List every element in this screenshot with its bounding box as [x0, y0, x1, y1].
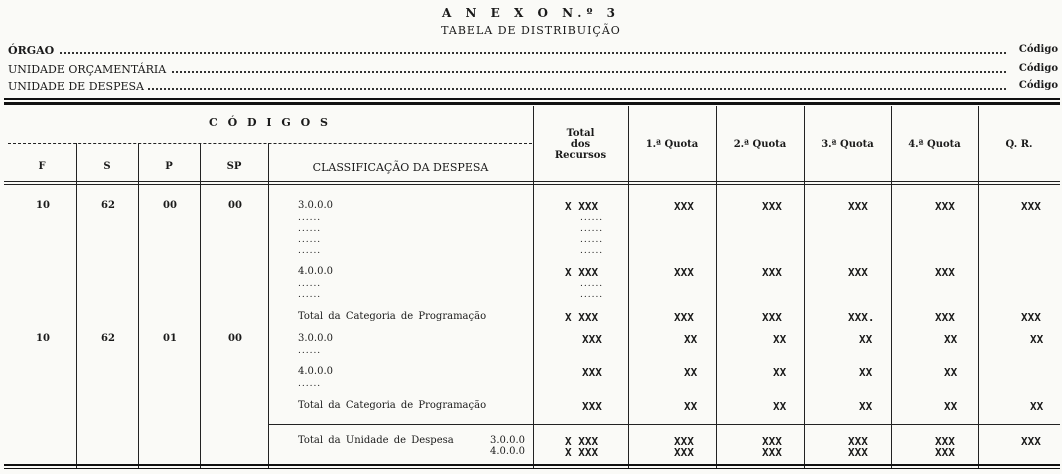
group2-code-s: 62	[101, 333, 115, 344]
group1-row2-total: X XXX	[565, 266, 599, 279]
group1-row1-total: X XXX	[565, 200, 599, 213]
final-total-row2-total: X XXX	[565, 446, 599, 459]
col-header-sp: SP	[226, 161, 242, 172]
final-total-item-3000: 3.0.0.0	[490, 435, 525, 446]
dotted-placeholder: ......	[298, 246, 322, 256]
group1-row1-quota3: XXX	[848, 200, 868, 213]
group1-item-3000: 3.0.0.0	[298, 200, 333, 211]
unidade-despesa-label: UNIDADE DE DESPESA	[8, 80, 148, 93]
group2-row1-total: XXX	[582, 333, 602, 346]
col-header-quota-4: 4.ª Quota	[908, 139, 961, 150]
col-header-quota-2: 2.ª Quota	[733, 139, 787, 150]
group2-code-f: 10	[36, 333, 50, 344]
final-total-row1-total: X XXX	[565, 435, 599, 448]
final-total-row1-quota1: XXX	[674, 435, 694, 448]
bottom-rule-2	[4, 468, 1060, 469]
col-header-quota-1: 1.ª Quota	[645, 139, 699, 150]
dotted-placeholder: ......	[298, 235, 322, 245]
group2-total-qr: XX	[1030, 400, 1044, 413]
total-header-line: Recursos	[554, 150, 607, 161]
group1-row1-qr: XXX	[1021, 200, 1041, 213]
group1-total-quota3: XXX.	[848, 311, 875, 324]
dotted-placeholder: ......	[298, 346, 322, 356]
dotted-placeholder: ......	[298, 213, 322, 223]
group1-row2-quota2: XXX	[762, 266, 782, 279]
col-divider	[138, 143, 139, 469]
group1-total-quota1: XXX	[674, 311, 694, 324]
col-divider	[268, 143, 269, 469]
group1-item-4000: 4.0.0.0	[298, 266, 333, 277]
final-total-row2-quota3: XXX	[848, 446, 868, 459]
group1-total-total: X XXX	[565, 311, 599, 324]
group2-row1-quota1: XX	[684, 333, 698, 346]
final-total-row1-qr: XXX	[1021, 435, 1041, 448]
col-divider	[804, 106, 805, 469]
group2-total-quota3: XX	[859, 400, 873, 413]
group1-row1-quota4: XXX	[935, 200, 955, 213]
group2-row2-quota1: XX	[684, 366, 698, 379]
final-total-row1-quota4: XXX	[935, 435, 955, 448]
group2-total-label: Total da Categoria de Programação	[298, 400, 487, 411]
group2-row2-total: XXX	[582, 366, 602, 379]
group1-total-quota2: XXX	[762, 311, 782, 324]
group1-row2-quota4: XXX	[935, 266, 955, 279]
group1-code-f: 10	[36, 200, 50, 211]
col-header-total-recursos	[533, 128, 628, 161]
top-rule	[4, 98, 1060, 100]
group2-row2-quota4: XX	[944, 366, 958, 379]
group1-row2-quota3: XXX	[848, 266, 868, 279]
final-total-row2-quota2: XXX	[762, 446, 782, 459]
dotted-leader	[8, 52, 1006, 54]
header-bottom-rule-2	[4, 184, 1060, 185]
group2-row1-quota4: XX	[944, 333, 958, 346]
dotted-placeholder: ......	[580, 279, 604, 289]
col-divider	[891, 106, 892, 469]
group2-item-4000: 4.0.0.0	[298, 366, 333, 377]
final-total-label: Total da Unidade de Despesa	[298, 435, 454, 446]
dotted-placeholder: ......	[580, 246, 604, 256]
orgao-label: ÓRGAO	[8, 44, 58, 57]
col-divider	[716, 106, 717, 469]
group2-row1-quota3: XX	[859, 333, 873, 346]
document-title: A N E X O N.º 3	[442, 6, 620, 20]
unidade-orcamentaria-code-label: Código	[1018, 63, 1058, 74]
col-header-classificacao: CLASSIFICAÇÃO DA DESPESA	[312, 161, 489, 174]
dotted-placeholder: ......	[298, 224, 322, 234]
dotted-placeholder: ......	[298, 279, 322, 289]
col-header-s: S	[103, 161, 111, 172]
unidade-orcamentaria-field	[8, 63, 1058, 77]
group1-total-qr: XXX	[1021, 311, 1041, 324]
group2-code-p: 01	[163, 333, 177, 344]
final-total-item-4000: 4.0.0.0	[490, 446, 525, 457]
col-header-qr: Q. R.	[1005, 139, 1033, 150]
group2-row2-quota2: XX	[773, 366, 787, 379]
group2-row1-quota2: XX	[773, 333, 787, 346]
dotted-placeholder: ......	[298, 379, 322, 389]
codigos-header: C Ó D I G O S	[209, 116, 331, 129]
unidade-orcamentaria-label: UNIDADE ORÇAMENTÁRIA	[8, 63, 170, 76]
col-divider	[200, 143, 201, 469]
bottom-rule	[4, 464, 1060, 466]
group1-code-s: 62	[101, 200, 115, 211]
dotted-placeholder: ......	[580, 213, 604, 223]
dotted-placeholder: ......	[298, 290, 322, 300]
group1-row1-quota1: XXX	[674, 200, 694, 213]
codigos-divider	[8, 143, 532, 144]
dotted-placeholder: ......	[580, 224, 604, 234]
group2-row1-qr: XX	[1030, 333, 1044, 346]
group2-total-quota1: XX	[684, 400, 698, 413]
final-total-row1-quota3: XXX	[848, 435, 868, 448]
col-divider	[76, 143, 77, 469]
col-header-f: F	[38, 161, 46, 172]
group1-row1-quota2: XXX	[762, 200, 782, 213]
total-header-line: dos	[570, 139, 591, 150]
final-total-divider	[268, 424, 1060, 425]
document-subtitle: TABELA DE DISTRIBUIÇÃO	[441, 24, 621, 37]
group1-code-sp: 00	[228, 200, 242, 211]
col-divider	[628, 106, 629, 469]
header-bottom-rule	[4, 181, 1060, 182]
total-header-line: Total	[566, 128, 595, 139]
final-total-row2-quota1: XXX	[674, 446, 694, 459]
top-rule-thick	[4, 102, 1060, 105]
group1-total-label: Total da Categoria de Programação	[298, 311, 487, 322]
group2-total-quota4: XX	[944, 400, 958, 413]
unidade-despesa-field	[8, 80, 1058, 94]
group2-item-3000: 3.0.0.0	[298, 333, 333, 344]
col-header-quota-3: 3.ª Quota	[821, 139, 874, 150]
orgao-field	[8, 44, 1058, 58]
col-divider	[978, 106, 979, 469]
group1-row2-quota1: XXX	[674, 266, 694, 279]
group2-total-quota2: XX	[773, 400, 787, 413]
orgao-code-label: Código	[1018, 44, 1058, 55]
dotted-placeholder: ......	[580, 235, 604, 245]
final-total-row1-quota2: XXX	[762, 435, 782, 448]
group2-total-total: XXX	[582, 400, 602, 413]
group1-code-p: 00	[163, 200, 177, 211]
col-header-p: P	[165, 161, 173, 172]
dotted-leader	[8, 88, 1006, 90]
group2-row2-quota3: XX	[859, 366, 873, 379]
group2-code-sp: 00	[228, 333, 242, 344]
unidade-despesa-code-label: Código	[1018, 80, 1058, 91]
dotted-placeholder: ......	[580, 290, 604, 300]
final-total-row2-quota4: XXX	[935, 446, 955, 459]
group1-total-quota4: XXX	[935, 311, 955, 324]
